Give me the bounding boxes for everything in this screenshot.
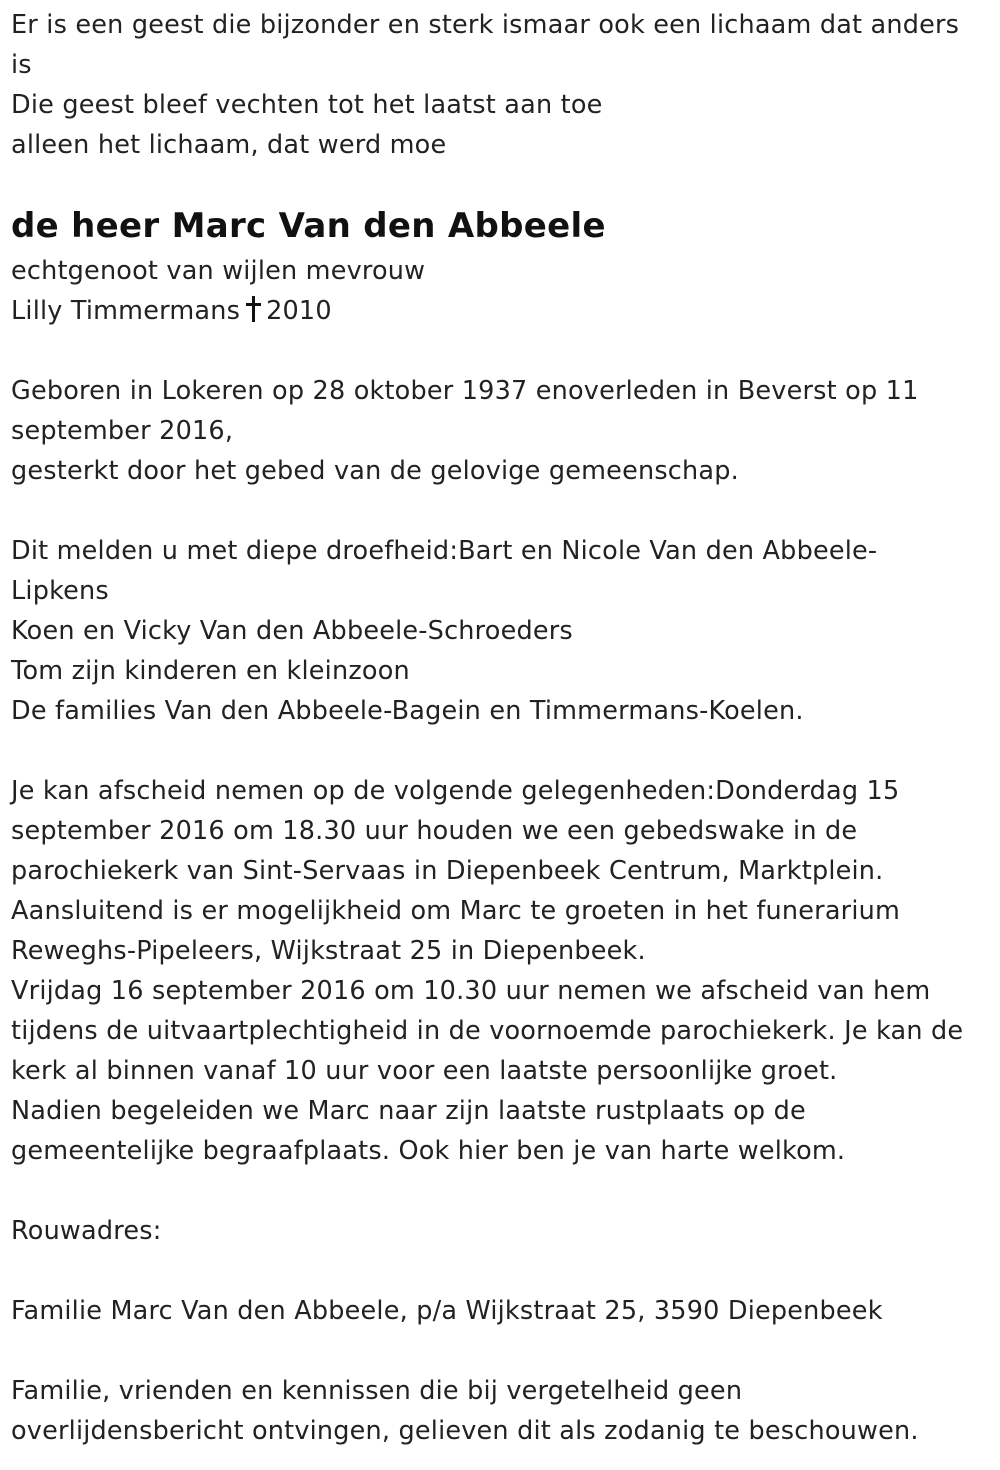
spacer — [11, 731, 991, 771]
farewell-line: kerk al binnen vanaf 10 uur voor een laatste persoonlijke groet. — [11, 1056, 838, 1086]
family-line: De families Van den Abbeele-Bagein en Timmermans-Koelen. — [11, 696, 804, 726]
farewell-line: parochiekerk van Sint-Servaas in Diepenbeek Centrum, Marktplein. — [11, 856, 884, 886]
closing-line: overlijdensbericht ontvingen, gelieven dit als zodanig te beschouwen. — [11, 1416, 919, 1446]
farewell-line: tijdens de uitvaartplechtigheid in de voornoemde parochiekerk. Je kan de — [11, 1016, 964, 1046]
deceased-name: de heer Marc Van den Abbeele — [11, 206, 606, 246]
spacer — [11, 1171, 991, 1211]
farewell-line: gemeentelijke begraafplaats. Ook hier ben je van harte welkom. — [11, 1136, 846, 1166]
spouse-line: echtgenoot van wijlen mevrouw — [11, 256, 426, 286]
closing-note — [11, 1371, 991, 1451]
spouse-info — [11, 251, 991, 331]
spouse-name: Lilly Timmermans — [11, 296, 241, 326]
farewell-line: september 2016 om 18.30 uur houden we een gebedswake in de — [11, 816, 858, 846]
spacer — [11, 1331, 991, 1371]
cross-icon — [246, 296, 260, 322]
family-line: Dit melden u met diepe droefheid:Bart en Nicole Van den Abbeele- — [11, 536, 878, 566]
spouse-name-line — [11, 291, 991, 331]
spacer — [11, 491, 991, 531]
birth-death-info — [11, 371, 991, 491]
family-line: Tom zijn kinderen en kleinzoon — [11, 656, 410, 686]
family-announcement — [11, 531, 991, 731]
farewell-line: Aansluitend is er mogelijkheid om Marc te groeten in het funerarium — [11, 896, 901, 926]
family-line: Lipkens — [11, 576, 109, 606]
birth-line: Geboren in Lokeren op 28 oktober 1937 enoverleden in Beverst op 11 — [11, 376, 919, 406]
spacer — [11, 1251, 991, 1291]
address-value: Familie Marc Van den Abbeele, p/a Wijkstraat 25, 3590 Diepenbeek — [11, 1296, 883, 1326]
poem-line: Er is een geest die bijzonder en sterk ismaar ook een lichaam dat anders — [11, 10, 960, 40]
birth-line: september 2016, — [11, 416, 234, 446]
birth-line: gesterkt door het gebed van de gelovige gemeenschap. — [11, 456, 739, 486]
poem-line: alleen het lichaam, dat werd moe — [11, 130, 447, 160]
poem-line: Die geest bleef vechten tot het laatst aan toe — [11, 90, 603, 120]
spacer — [11, 331, 991, 371]
spacer — [11, 165, 991, 201]
farewell-details — [11, 771, 991, 1171]
farewell-line: Nadien begeleiden we Marc naar zijn laatste rustplaats op de — [11, 1096, 806, 1126]
farewell-line: Je kan afscheid nemen op de volgende gelegenheden:Donderdag 15 — [11, 776, 900, 806]
family-line: Koen en Vicky Van den Abbeele-Schroeders — [11, 616, 573, 646]
poem-line: is — [11, 50, 32, 80]
address-label: Rouwadres: — [11, 1216, 162, 1246]
obituary-document — [11, 5, 991, 1451]
poem — [11, 5, 991, 165]
farewell-line: Vrijdag 16 september 2016 om 10.30 uur nemen we afscheid van hem — [11, 976, 931, 1006]
farewell-line: Reweghs-Pipeleers, Wijkstraat 25 in Diepenbeek. — [11, 936, 646, 966]
closing-line: Familie, vrienden en kennissen die bij vergetelheid geen — [11, 1376, 743, 1406]
spouse-death-year: 2010 — [266, 296, 332, 326]
